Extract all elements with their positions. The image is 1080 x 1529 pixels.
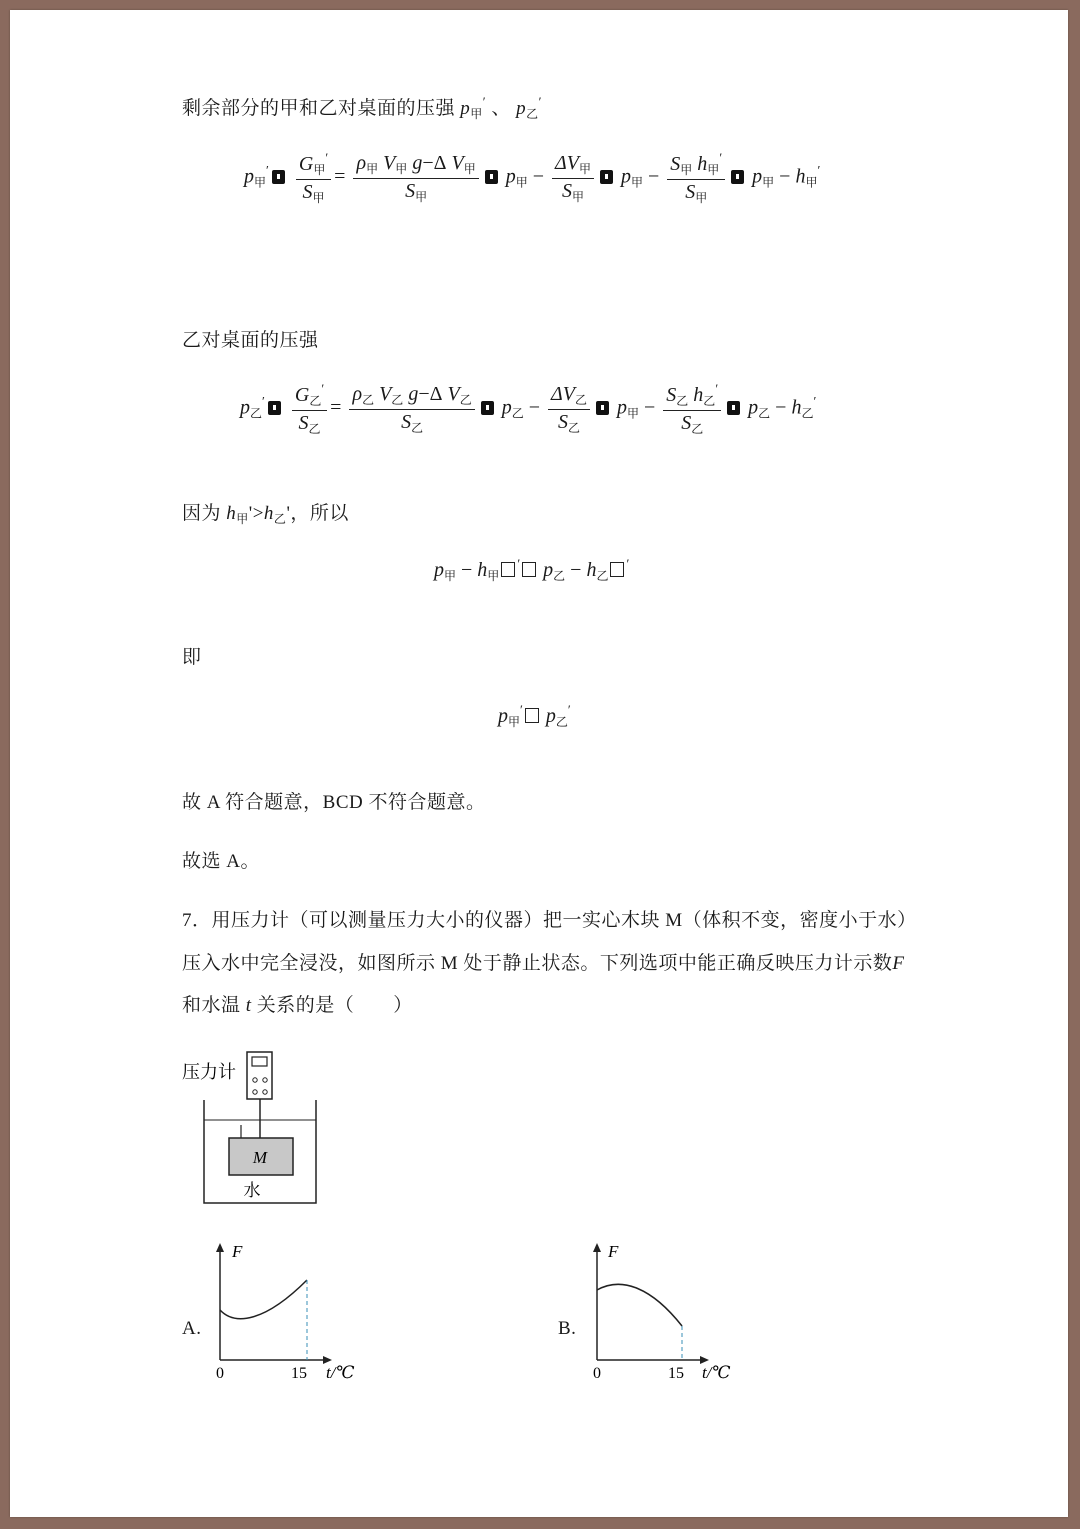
y-axis-label: F (608, 1242, 619, 1261)
pressure-gauge-label: 压力计 (182, 1062, 236, 1082)
y-axis-label: F (232, 1242, 243, 1261)
equation-yi: $p_乙'$ $\frac{G_乙'}{S_乙}$ = $\frac{\rho_乙 V_乙 g-\Delta V_乙}{S_乙}$ $p_乙$ − $\frac{\Delta V_乙}{S_乙}$ $p_甲$ − $\frac{S_乙 h_乙'}{S_乙}$ $p_乙 - h_乙'$ (240, 381, 817, 436)
question-line-2: 压入水中完全浸没，如图所示 M 处于静止状态。下列选项中能正确反映压力计示数F (182, 953, 905, 974)
x-axis-label: t/℃ (702, 1363, 731, 1382)
pressure-gauge-icon (247, 1052, 272, 1099)
equation-result: $p_甲'$ $p_乙'$ (498, 702, 571, 729)
because-line: 因为 $h_甲'>h_乙'$，所以 (182, 503, 349, 526)
water-label: 水 (243, 1181, 261, 1200)
intro-line: 剩余部分的甲和乙对桌面的压强 $p_甲'$ 、 $p_乙'$ (182, 94, 542, 121)
line-yi: 乙对桌面的压强 (182, 330, 319, 351)
curve-a (220, 1280, 307, 1319)
x-axis-label: t/℃ (326, 1363, 355, 1382)
y-arrow-icon (593, 1243, 601, 1252)
conclusion-1: 故 A 符合题意，BCD 不符合题意。 (182, 792, 486, 813)
option-b-label[interactable]: B. (558, 1318, 577, 1339)
origin-label: 0 (593, 1365, 601, 1382)
block-label: M (252, 1148, 268, 1167)
option-b-chart[interactable] (582, 1238, 742, 1388)
y-arrow-icon (216, 1243, 224, 1252)
equation-jia: $p_甲'$ $\frac{G_甲'}{S_甲}$ = $\frac{\rho_甲 V_甲 g-\Delta V_甲}{S_甲}$ $p_甲$ − $\frac{\Delta V_甲}{S_甲}$ $p_甲$ − $\frac{S_甲 h_甲'}{S_甲}$ $p_甲 - h_甲'$ (244, 150, 821, 205)
conclusion-2: 故选 A。 (182, 851, 260, 872)
option-a-label[interactable]: A. (182, 1318, 202, 1339)
document-page (10, 10, 1068, 1517)
apparatus-diagram (180, 1045, 330, 1210)
line-ji: 即 (182, 647, 202, 668)
option-a-chart[interactable] (205, 1238, 365, 1388)
question-line-3: 和水温 t 关系的是（ ） (182, 995, 413, 1016)
curve-b (597, 1284, 682, 1326)
x-tick-label: 15 (291, 1365, 307, 1382)
origin-label: 0 (216, 1365, 224, 1382)
equation-compare: $p_甲 - h_甲'$ $p_乙 - h_乙'$ (434, 556, 630, 583)
question-line-1: 7．用压力计（可以测量压力大小的仪器）把一实心木块 M（体积不变，密度小于水） (182, 910, 917, 931)
x-tick-label: 15 (668, 1365, 684, 1382)
